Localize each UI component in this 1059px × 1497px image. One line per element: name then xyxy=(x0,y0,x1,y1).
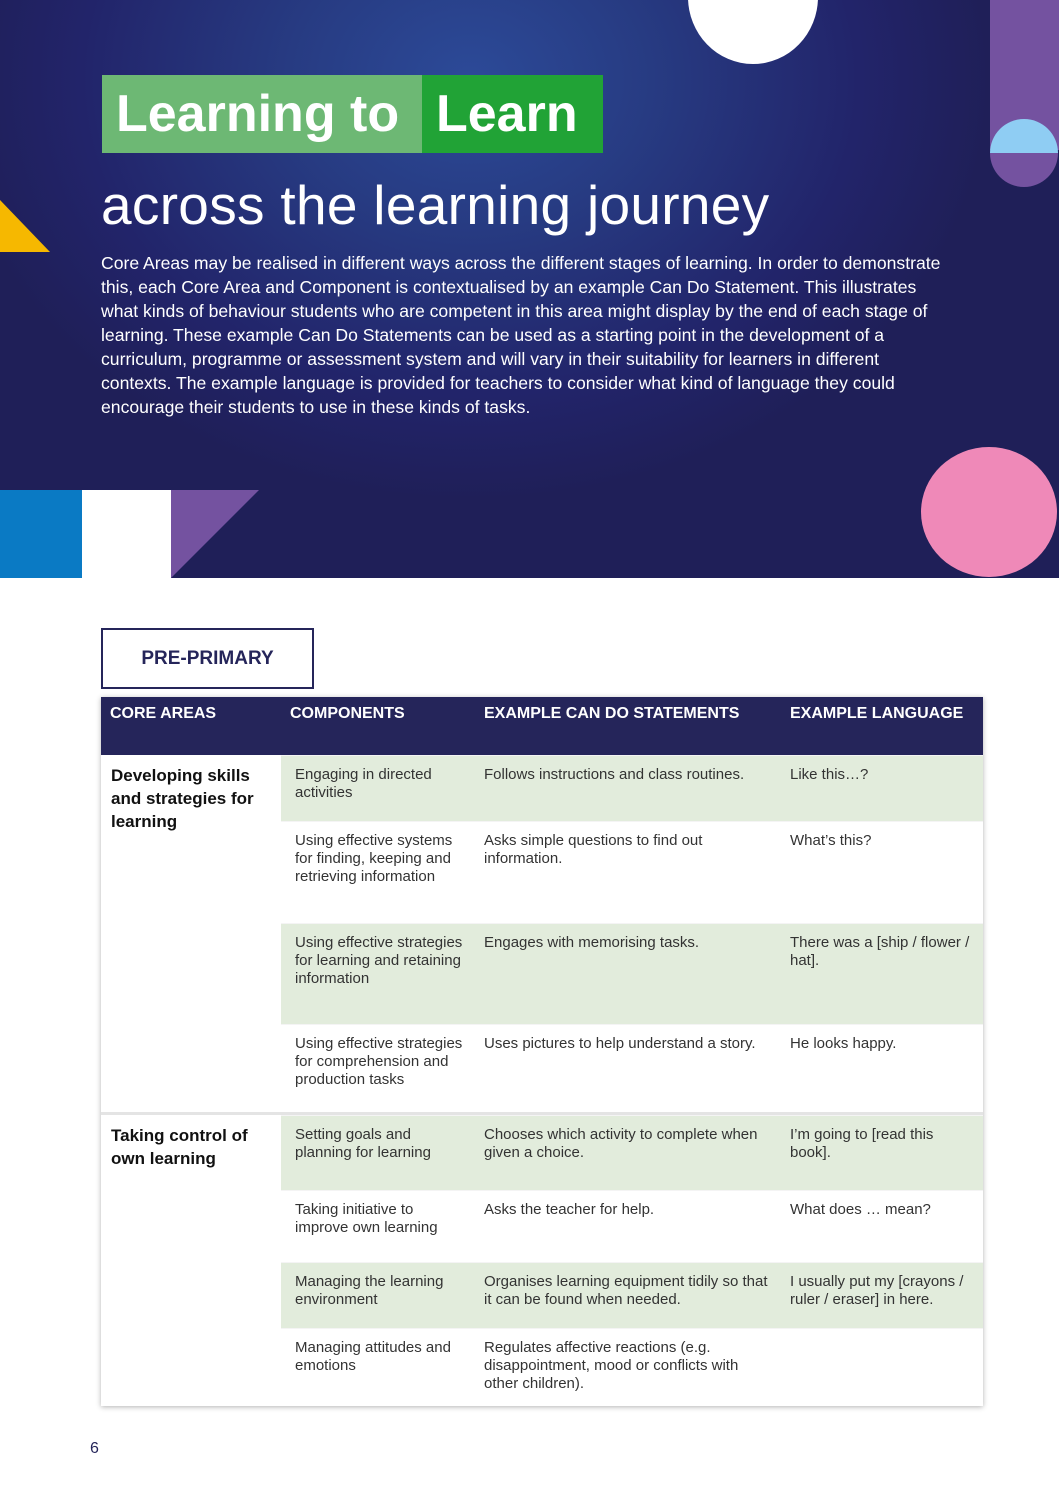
statement-cell: Asks simple questions to find out information. xyxy=(484,832,703,867)
table-row xyxy=(281,1262,983,1328)
header-banner xyxy=(0,0,1059,578)
intro-paragraph: Core Areas may be realised in different ways across the different stages of learning. In order to demonstrate this, each Core Area and Component is contextualised by an example Can Do Statement. This illustrates what kinds of behaviour students who are competent in this area might display by the end of each stage of learning. These example Can Do Statements can be used as a starting point in the development of a curriculum, programme or assessment system and will vary in their suitability for learners in different contexts. The example language is provided for teachers to consider what kind of language they could encourage their students to use in these kinds of tasks. xyxy=(101,253,941,417)
can-do-table xyxy=(101,697,983,1406)
core-area-cell: Taking control of own learning xyxy=(111,1126,248,1168)
language-cell: He looks happy. xyxy=(790,1035,897,1052)
title-part-2: Learn xyxy=(422,75,603,153)
statement-cell: Organises learning equipment tidily so that it can be found when needed. xyxy=(484,1273,768,1308)
language-cell: What’s this? xyxy=(790,832,872,849)
decorative-square xyxy=(82,490,171,578)
core-area-group xyxy=(101,1112,983,1406)
subtitle: across the learning journey xyxy=(101,174,770,236)
component-cell: Managing the learning environment xyxy=(295,1273,444,1308)
component-cell: Using effective strategies for learning and retaining information xyxy=(295,934,463,987)
column-header: EXAMPLE CAN DO STATEMENTS xyxy=(484,705,740,722)
statement-cell: Asks the teacher for help. xyxy=(484,1201,655,1218)
statement-cell: Engages with memorising tasks. xyxy=(484,934,700,951)
decorative-triangle xyxy=(0,200,50,252)
title-part-1: Learning to xyxy=(102,75,422,153)
table-row xyxy=(281,755,983,821)
language-cell: What does … mean? xyxy=(790,1201,931,1218)
statement-cell: Chooses which activity to complete when given a choice. xyxy=(484,1126,758,1161)
column-header: CORE AREAS xyxy=(110,705,217,722)
core-area-cell: Developing skills and strategies for learning xyxy=(111,766,254,831)
language-cell: Like this…? xyxy=(790,766,869,783)
statement-cell: Uses pictures to help understand a story. xyxy=(484,1035,756,1052)
component-cell: Setting goals and planning for learning xyxy=(295,1126,431,1161)
column-header: EXAMPLE LANGUAGE xyxy=(790,705,964,722)
core-area-group xyxy=(101,755,983,1112)
table-row xyxy=(281,821,983,923)
language-cell: There was a [ship / flower / hat]. xyxy=(790,934,970,969)
page-number: 6 xyxy=(90,1440,99,1457)
decorative-triangle xyxy=(171,490,259,578)
table-row xyxy=(281,1328,983,1406)
component-cell: Taking initiative to improve own learning xyxy=(295,1201,438,1236)
table-row xyxy=(281,923,983,1024)
table-row xyxy=(281,1024,983,1112)
component-cell: Engaging in directed activities xyxy=(295,766,432,801)
table-row xyxy=(281,1115,983,1190)
table-header xyxy=(101,697,983,755)
decorative-circle xyxy=(990,119,1058,187)
language-cell xyxy=(781,1329,983,1406)
stage-label: PRE-PRIMARY xyxy=(101,628,314,689)
table-row xyxy=(281,1190,983,1262)
decorative-circle xyxy=(921,447,1057,577)
statement-cell: Follows instructions and class routines. xyxy=(484,766,745,783)
column-header: COMPONENTS xyxy=(290,705,405,722)
decorative-circle xyxy=(688,0,818,64)
language-cell: I’m going to [read this book]. xyxy=(790,1126,934,1161)
table-body xyxy=(101,755,983,1406)
statement-cell: Regulates affective reactions (e.g. disappointment, mood or conflicts with other children). xyxy=(484,1339,739,1392)
component-cell: Using effective strategies for comprehension and production tasks xyxy=(295,1035,463,1088)
component-cell: Managing attitudes and emotions xyxy=(295,1339,451,1374)
decorative-square xyxy=(0,490,82,578)
component-cell: Using effective systems for finding, keeping and retrieving information xyxy=(295,832,453,885)
language-cell: I usually put my [crayons / ruler / eraser] in here. xyxy=(790,1273,964,1308)
